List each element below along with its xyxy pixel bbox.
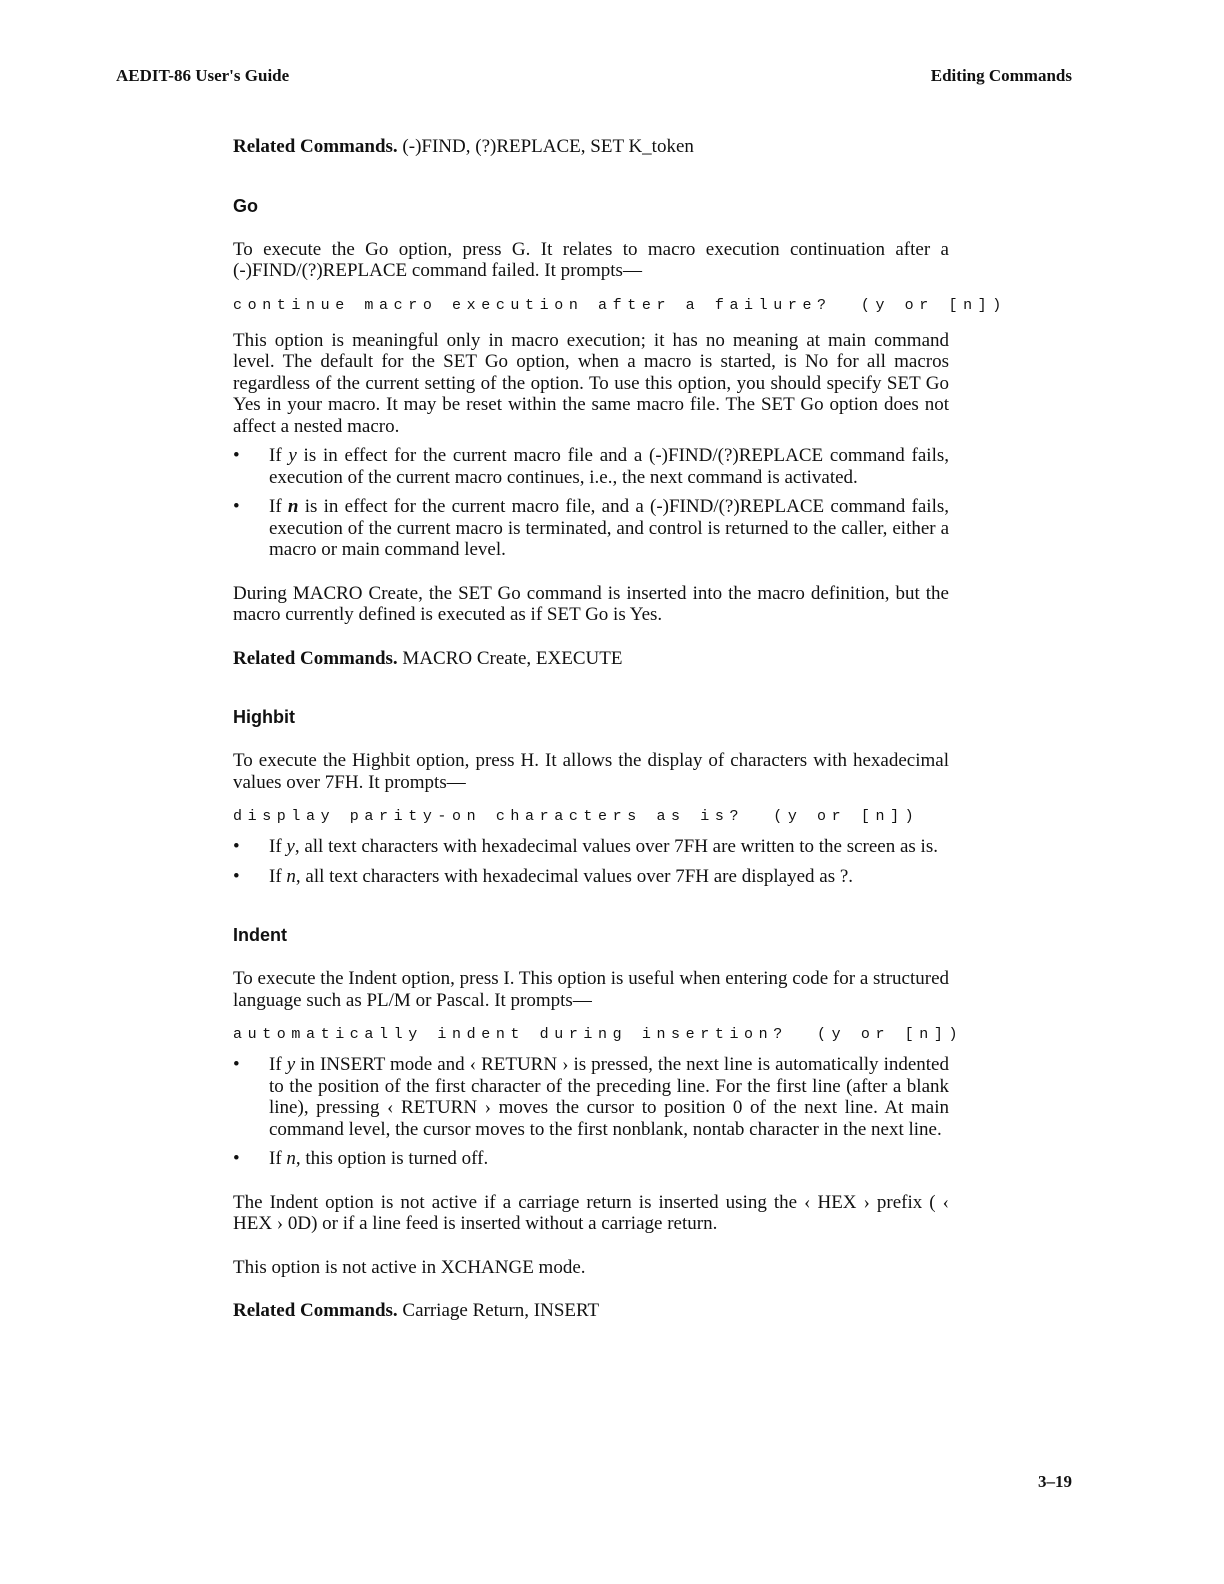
go-prompt: continue macro execution after a failure? (y or [n])	[233, 296, 1007, 314]
related-commands-find	[233, 136, 949, 158]
go-body: This option is meaningful only in macro execution; it has no meaning at main command level. The default for the SET Go option, when a macro is started, is No for all macros regardless of the current setting of the option. To use this option, you should specify SET Go Yes in your macro. It may be reset within the same macro file. The SET Go option does not affect a nested macro.	[233, 329, 949, 437]
related-commands-indent	[233, 1300, 949, 1322]
running-header-title: AEDIT-86 User's Guide	[116, 66, 290, 85]
section-heading-go: Go	[233, 195, 258, 216]
list-item: • If n is in effect for the current macro file, and a (-)FIND/(?)REPLACE command fails, execution of the current macro is terminated, and control is returned to the caller, either a macro or main command level.	[233, 496, 949, 561]
section-heading-highbit: Highbit	[233, 707, 295, 727]
related-label: Related Commands.	[233, 136, 398, 157]
indent-bullet-list	[233, 1054, 949, 1170]
section-heading-indent: Indent	[233, 925, 287, 945]
related-value: (-)FIND, (?)REPLACE, SET K_token	[402, 136, 694, 157]
go-bullet-list	[233, 445, 949, 561]
highbit-intro: To execute the Highbit option, press H. It allows the display of characters with hexadecimal values over 7FH. It prompts—	[233, 750, 949, 793]
indent-prompt: automatically indent during insertion? (y or [n])	[233, 1026, 964, 1043]
page-number: 3–19	[1038, 1472, 1072, 1491]
list-item: • If y in INSERT mode and ‹ RETURN › is pressed, the next line is automatically indented to the position of the first character of the preceding line. For the first line (after a blank line), pressing ‹ RETURN › moves the cursor to position 0 of the next line. At main command level, the cursor moves to the first nonblank, nontab character in the next line.	[233, 1054, 949, 1140]
page-content	[233, 136, 1007, 1322]
list-item: • If n, this option is turned off.	[233, 1148, 949, 1170]
indent-not-active-hex: The Indent option is not active if a carriage return is inserted using the ‹ HEX › prefix ( ‹ HEX › 0D) or if a line feed is inserted without a carriage return.	[233, 1191, 949, 1234]
list-item: • If n, all text characters with hexadecimal values over 7FH are displayed as ?.	[233, 866, 949, 888]
go-during: During MACRO Create, the SET Go command is inserted into the macro definition, but the macro currently defined is executed as if SET Go is Yes.	[233, 582, 949, 625]
running-header-section: Editing Commands	[930, 66, 1072, 85]
related-label: Related Commands.	[233, 647, 398, 669]
list-item: • If y, all text characters with hexadecimal values over 7FH are written to the screen as is.	[233, 836, 949, 858]
related-value: MACRO Create, EXECUTE	[402, 647, 623, 669]
highbit-prompt: display parity-on characters as is? (y or [n])	[233, 808, 920, 825]
go-intro: To execute the Go option, press G. It relates to macro execution continuation after a (-)FIND/(?)REPLACE command failed. It prompts—	[233, 238, 949, 281]
indent-intro: To execute the Indent option, press I. This option is useful when entering code for a structured language such as PL/M or Pascal. It prompts—	[233, 968, 949, 1011]
highbit-bullet-list	[233, 836, 949, 887]
related-commands-go	[233, 648, 949, 670]
related-value: Carriage Return, INSERT	[402, 1300, 600, 1321]
list-item: • If y is in effect for the current macro file and a (-)FIND/(?)REPLACE command fails, execution of the current macro continues, i.e., the next command is activated.	[233, 445, 949, 488]
related-label: Related Commands.	[233, 1300, 398, 1321]
indent-not-active-xchange: This option is not active in XCHANGE mode.	[233, 1256, 586, 1278]
